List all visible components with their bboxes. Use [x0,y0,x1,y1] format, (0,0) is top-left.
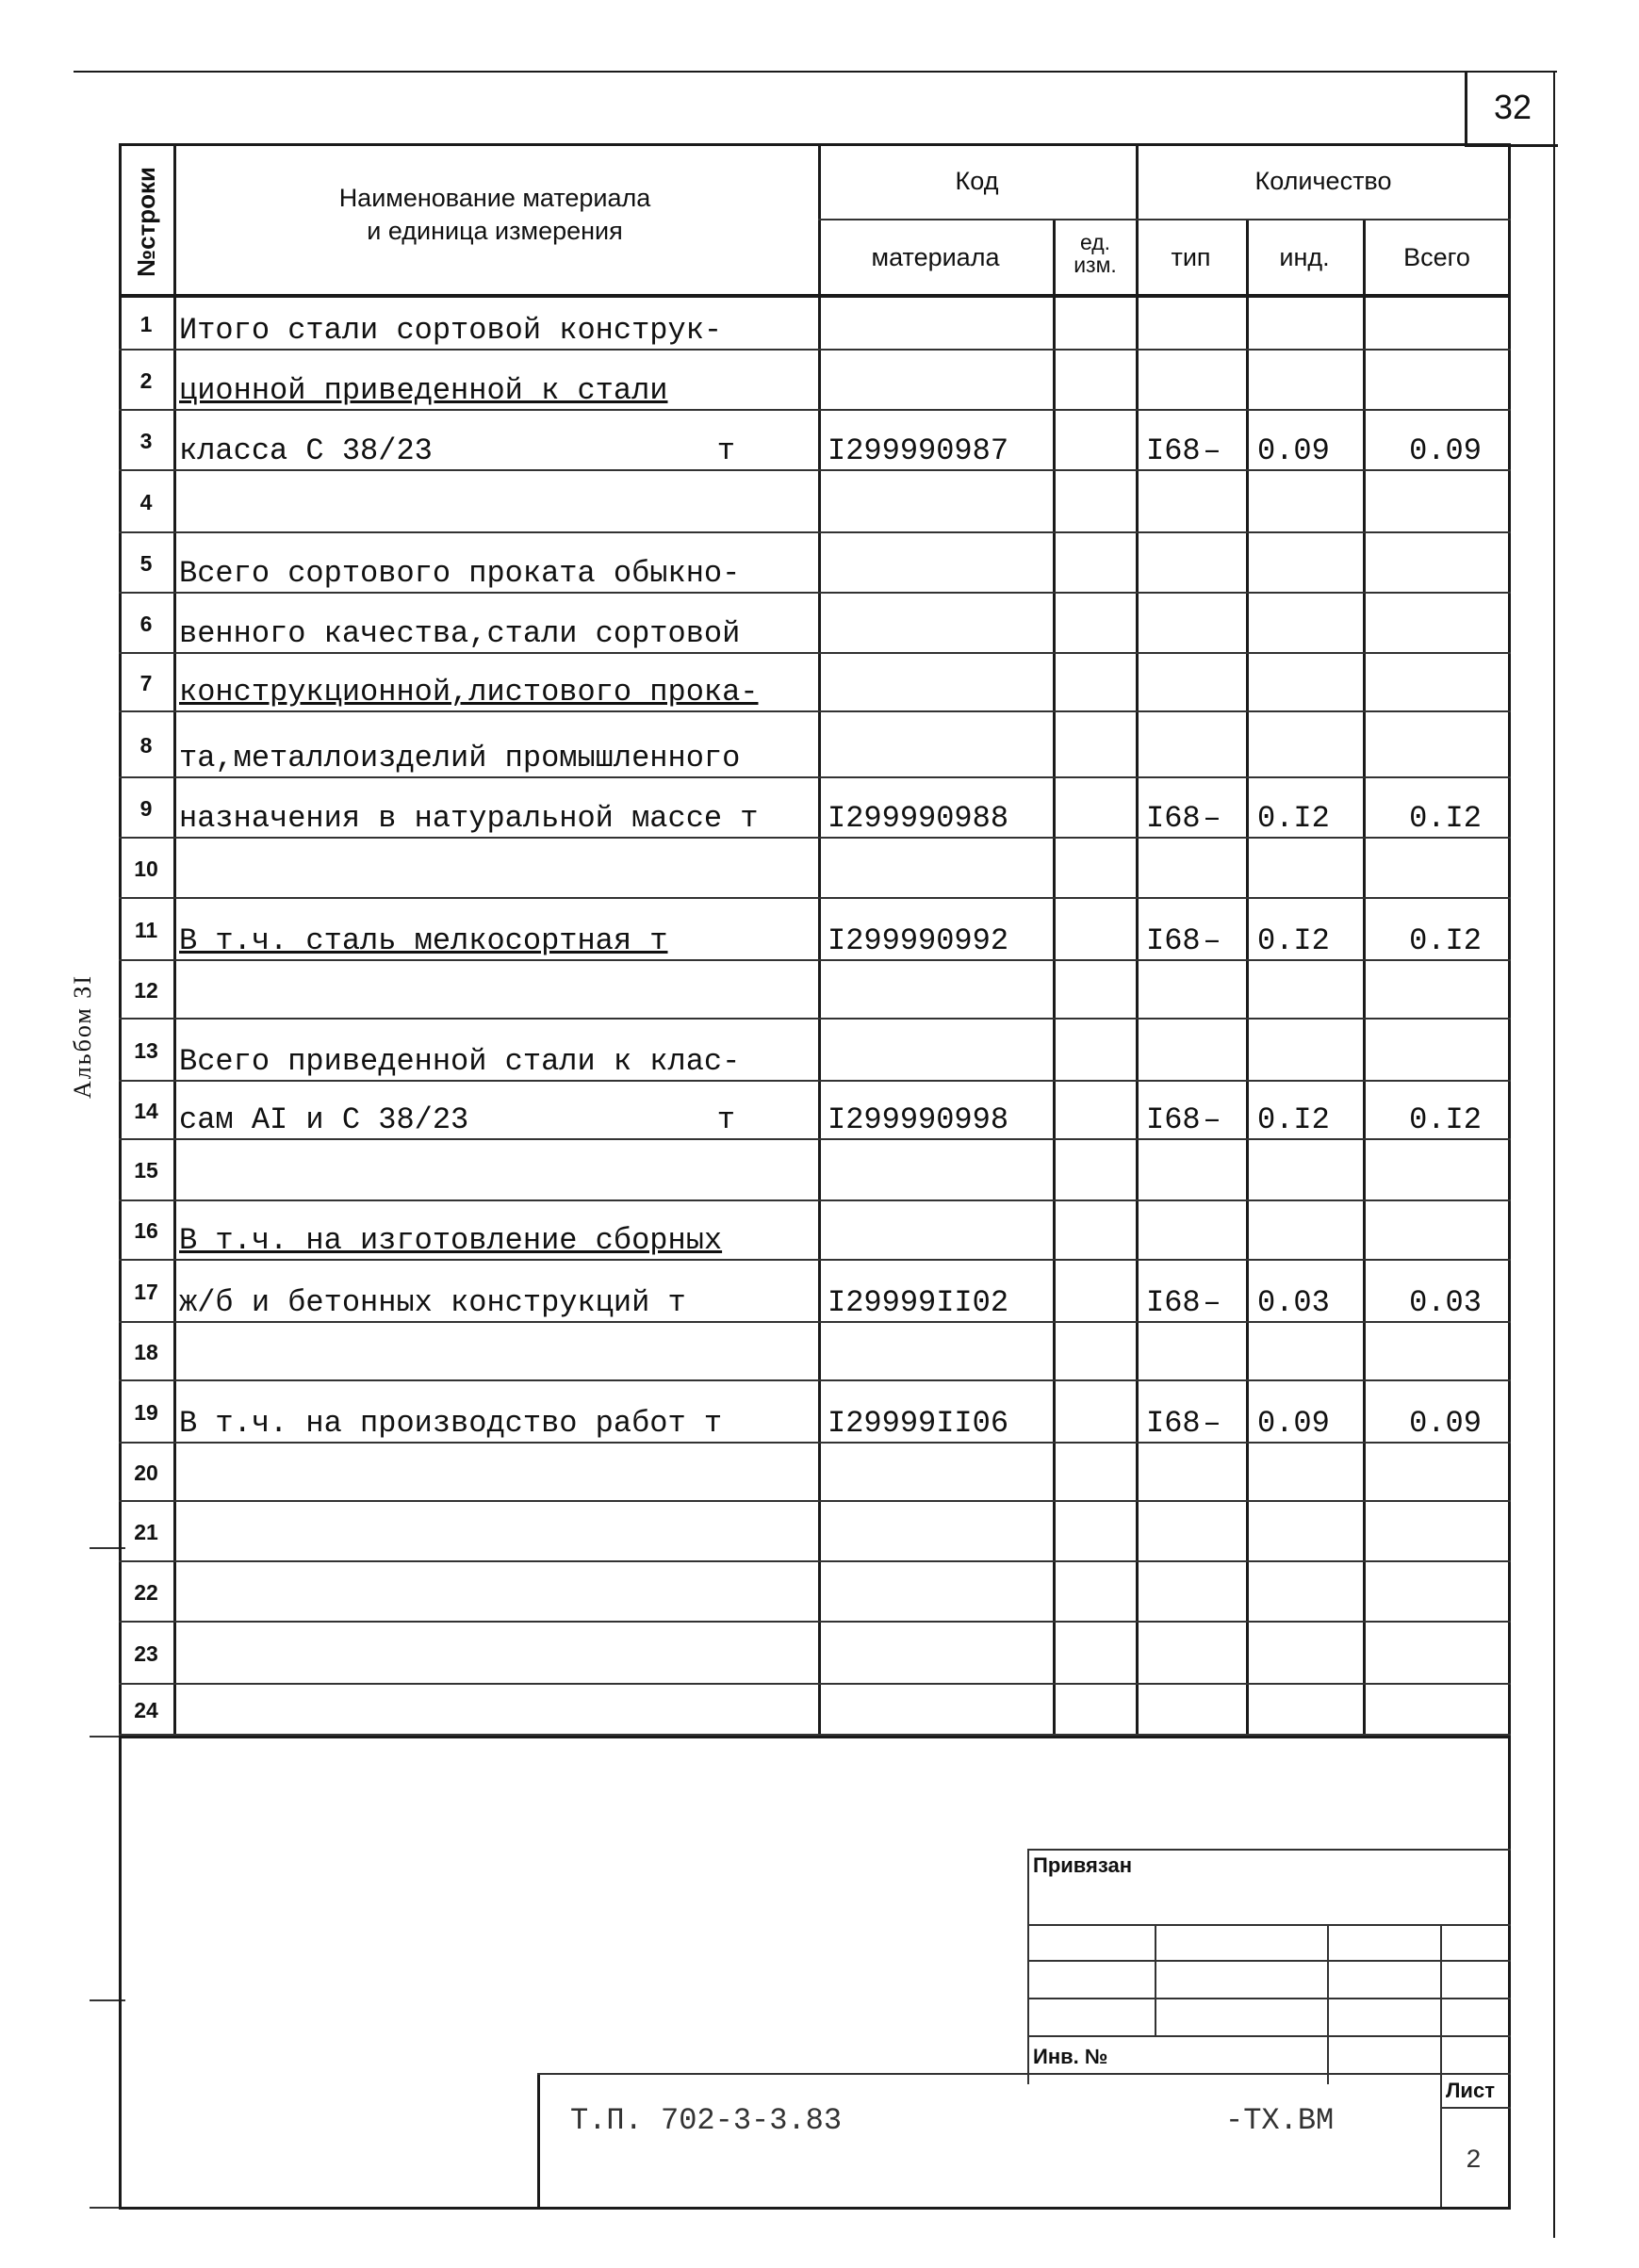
table-row [119,654,1511,712]
row-number: 6 [139,611,153,636]
row-qty-total: 0.09 [1409,1406,1482,1441]
table-row [119,298,1511,351]
header-name-line1: Наименование материала [338,184,651,212]
stamp-top-line [1027,1849,1511,1851]
row-qty-total [1391,1140,1500,1201]
stamp-doc-suffix: -ТХ.ВМ [1225,2103,1335,2138]
row-name [179,1082,811,1140]
row-material-code [828,1444,1135,1502]
row-unit-code: I68 [1146,1285,1201,1320]
row-qty-type [1155,1444,1269,1502]
row-qty-ind [1255,1140,1369,1201]
row-material-code [828,1020,1135,1082]
stamp-line [1027,2035,1511,2037]
row-material-code: I29999II02 [828,1285,1009,1320]
header-qty-ind: инд. [1279,243,1330,271]
table-row [119,351,1511,411]
row-material-code [828,594,1135,654]
stamp-doc-left [537,2073,540,2207]
row-qty-type: – [1203,433,1221,468]
stamp-line [1027,1924,1511,1926]
row-name [179,1140,811,1201]
row-number: 7 [139,670,153,695]
row-qty-ind [1255,533,1369,594]
row-name: конструкционной,листового прока- [179,675,759,710]
row-name [179,1623,811,1685]
stamp-line [1027,1960,1511,1962]
row-material-code: I299990998 [828,1102,1009,1137]
row-number: 17 [134,1279,158,1304]
row-qty-type [1155,1140,1269,1201]
stamp-vline [1440,1924,1442,2207]
row-material-code [828,1502,1135,1562]
table-row [119,1381,1511,1444]
stamp-doc-top [537,2073,1511,2075]
row-number: 3 [139,428,153,453]
row-name-text: сам АI и С 38/23 [179,1102,469,1137]
row-qty-total [1391,471,1500,533]
row-number: 16 [134,1218,158,1243]
table-row [119,1444,1511,1502]
side-album-label: Альбом ЗI [69,974,97,1099]
row-number: 1 [139,311,153,336]
table-row [119,961,1511,1020]
stamp-line [1027,1998,1511,1999]
row-qty-type [1155,1562,1269,1623]
row-qty-ind [1255,1020,1369,1082]
row-qty-type: – [1203,1406,1221,1441]
row-qty-type: – [1203,801,1221,836]
row-qty-ind [1255,351,1369,411]
row-material-code [828,1140,1135,1201]
row-material-code: I29999II06 [828,1406,1009,1441]
row-qty-ind [1255,471,1369,533]
row-name: ционной приведенной к стали [179,373,668,408]
row-unit-code: I68 [1146,1102,1201,1137]
row-number: 14 [134,1098,158,1123]
stamp-inv-label: Инв. № [1033,2045,1108,2068]
row-material-code [828,1201,1135,1261]
row-qty-type [1155,533,1269,594]
row-number: 21 [134,1519,158,1544]
table-bottom-border [119,1736,1511,1738]
row-qty-total: 0.09 [1409,433,1482,468]
row-number: 5 [139,550,153,576]
row-qty-total [1391,594,1500,654]
row-qty-type: – [1203,923,1221,958]
row-material-code [828,533,1135,594]
row-qty-type [1155,961,1269,1020]
header-quantity: Количество [1254,167,1392,195]
row-qty-type [1155,839,1269,899]
row-qty-total [1391,1201,1500,1261]
table-row [119,778,1511,839]
stamp-sheet-number: 2 [1466,2146,1482,2176]
row-qty-ind [1255,594,1369,654]
header-code-unit: ед. изм. [1074,230,1117,277]
row-qty-total [1391,961,1500,1020]
table-row [119,1082,1511,1140]
row-number: 10 [134,856,158,881]
row-name [179,1502,811,1562]
row-name [179,1685,811,1736]
header-qty-total: Всего [1403,243,1470,271]
row-qty-ind [1255,654,1369,712]
row-name: та,металлоизделий промышленного [179,741,741,775]
row-qty-type [1155,1020,1269,1082]
row-qty-type [1155,1201,1269,1261]
row-number: 18 [134,1339,158,1364]
row-qty-ind [1255,1685,1369,1736]
header-code: Код [955,167,999,195]
top-border-line [74,71,1557,73]
table-row [119,839,1511,899]
row-qty-total [1391,1502,1500,1562]
row-material-code: I299990987 [828,433,1009,468]
row-qty-ind [1255,1444,1369,1502]
row-qty-total [1391,1623,1500,1685]
row-material-code [828,471,1135,533]
row-unit-code: I68 [1146,433,1201,468]
row-qty-ind [1255,961,1369,1020]
row-name [179,1562,811,1623]
row-qty-ind: 0.09 [1257,433,1330,468]
row-material-code [828,961,1135,1020]
row-qty-total [1391,712,1500,778]
row-name: Всего приведенной стали к клас- [179,1044,741,1079]
row-qty-total [1391,351,1500,411]
row-name [179,471,811,533]
header-mid-line [818,219,1511,220]
stamp-vline [1327,1924,1329,2084]
table-row [119,899,1511,961]
row-qty-ind [1255,1562,1369,1623]
table-row [119,411,1511,471]
row-material-code [828,712,1135,778]
row-name: венного качества,стали сортовой [179,616,741,651]
row-unit-code: I68 [1146,923,1201,958]
row-qty-total [1391,1685,1500,1736]
header-qty-type: тип [1171,243,1211,271]
row-name: В т.ч. на изготовление сборных [179,1223,723,1258]
row-number: 15 [134,1158,158,1183]
table-row [119,533,1511,594]
row-qty-ind: 0.03 [1257,1285,1330,1320]
row-number: 8 [139,732,153,758]
sheet-bottom-border [119,2207,1511,2210]
row-qty-ind [1255,1323,1369,1381]
row-name-unit: т [716,433,735,468]
row-number: 4 [139,489,153,514]
row-qty-ind: 0.I2 [1257,1102,1330,1137]
row-qty-ind [1255,298,1369,351]
table-row [119,1562,1511,1623]
row-qty-type [1155,298,1269,351]
row-material-code: I299990992 [828,923,1009,958]
row-qty-type [1155,351,1269,411]
row-name [179,839,811,899]
row-material-code [828,1323,1135,1381]
header-name-line2: и единица измерения [367,217,623,245]
page-number: 32 [1465,71,1558,147]
stamp-left-line [1027,1849,1029,2084]
row-number: 2 [139,367,153,393]
row-material-code [828,1685,1135,1736]
row-qty-type [1155,712,1269,778]
row-qty-total [1391,839,1500,899]
row-number: 12 [134,977,158,1003]
row-qty-total: 0.I2 [1409,801,1482,836]
row-number: 13 [134,1037,158,1063]
row-name-text: класса С 38/23 [179,433,433,468]
row-qty-ind [1255,839,1369,899]
row-qty-type [1155,594,1269,654]
row-qty-total [1391,1323,1500,1381]
stamp-attached-label: Привязан [1033,1853,1133,1877]
row-material-code [828,351,1135,411]
row-qty-type [1155,1685,1269,1736]
row-name: Всего сортового проката обыкно- [179,556,741,591]
row-name: В т.ч. на производство работ т [179,1406,723,1441]
table-row [119,712,1511,778]
row-qty-type [1155,471,1269,533]
row-number: 24 [134,1697,158,1722]
table-row [119,594,1511,654]
row-qty-total: 0.I2 [1409,923,1482,958]
table-row [119,1323,1511,1381]
row-name [179,1444,811,1502]
row-name: В т.ч. сталь мелкосортная т [179,923,668,958]
table-row [119,1685,1511,1736]
row-name: ж/б и бетонных конструкций т [179,1285,686,1320]
row-qty-total: 0.I2 [1409,1102,1482,1137]
stamp-sheet-sep [1440,2107,1511,2109]
header-code-material: материала [871,243,1000,271]
row-qty-type: – [1203,1285,1221,1320]
row-qty-total [1391,654,1500,712]
row-number: 22 [134,1579,158,1605]
right-border-line [1553,71,1555,2238]
row-name [179,961,811,1020]
row-material-code [828,654,1135,712]
row-number: 9 [139,795,153,821]
row-material-code: I299990988 [828,801,1009,836]
row-number: 23 [134,1640,158,1666]
row-name [179,411,811,471]
row-material-code [828,839,1135,899]
row-qty-ind: 0.09 [1257,1406,1330,1441]
row-number: 11 [134,917,158,942]
row-qty-type [1155,1323,1269,1381]
row-unit-code: I68 [1146,801,1201,836]
table-row [119,1201,1511,1261]
table-row [119,1020,1511,1082]
row-qty-total [1391,298,1500,351]
table-row [119,1502,1511,1562]
row-number: 20 [134,1460,158,1485]
row-qty-total [1391,1444,1500,1502]
row-qty-total [1391,533,1500,594]
row-name: Итого стали сортовой конструк- [179,313,723,348]
row-material-code [828,1623,1135,1685]
stamp-sheet-label: Лист [1446,2079,1495,2102]
header-row-number: №строки [131,166,160,277]
row-qty-total: 0.03 [1409,1285,1482,1320]
row-number: 19 [134,1399,158,1425]
table-top-border [119,143,1511,146]
stamp-vline [1155,1924,1156,2035]
row-qty-type [1155,1623,1269,1685]
row-qty-ind: 0.I2 [1257,923,1330,958]
stamp-doc-code: Т.П. 702-3-3.83 [570,2103,843,2138]
table-row [119,471,1511,533]
header-name [179,184,811,246]
row-qty-type [1155,1502,1269,1562]
row-name: назначения в натуральной массе т [179,801,759,836]
row-qty-ind [1255,1623,1369,1685]
row-qty-total [1391,1020,1500,1082]
row-material-code [828,298,1135,351]
row-unit-code: I68 [1146,1406,1201,1441]
row-material-code [828,1562,1135,1623]
row-name [179,1323,811,1381]
row-qty-ind [1255,1201,1369,1261]
row-qty-ind [1255,712,1369,778]
row-qty-type [1155,654,1269,712]
table-row [119,1261,1511,1323]
table-row [119,1140,1511,1201]
row-qty-total [1391,1562,1500,1623]
row-name-unit: т [716,1102,735,1137]
row-qty-ind [1255,1502,1369,1562]
table-row [119,1623,1511,1685]
row-qty-type: – [1203,1102,1221,1137]
row-qty-ind: 0.I2 [1257,801,1330,836]
